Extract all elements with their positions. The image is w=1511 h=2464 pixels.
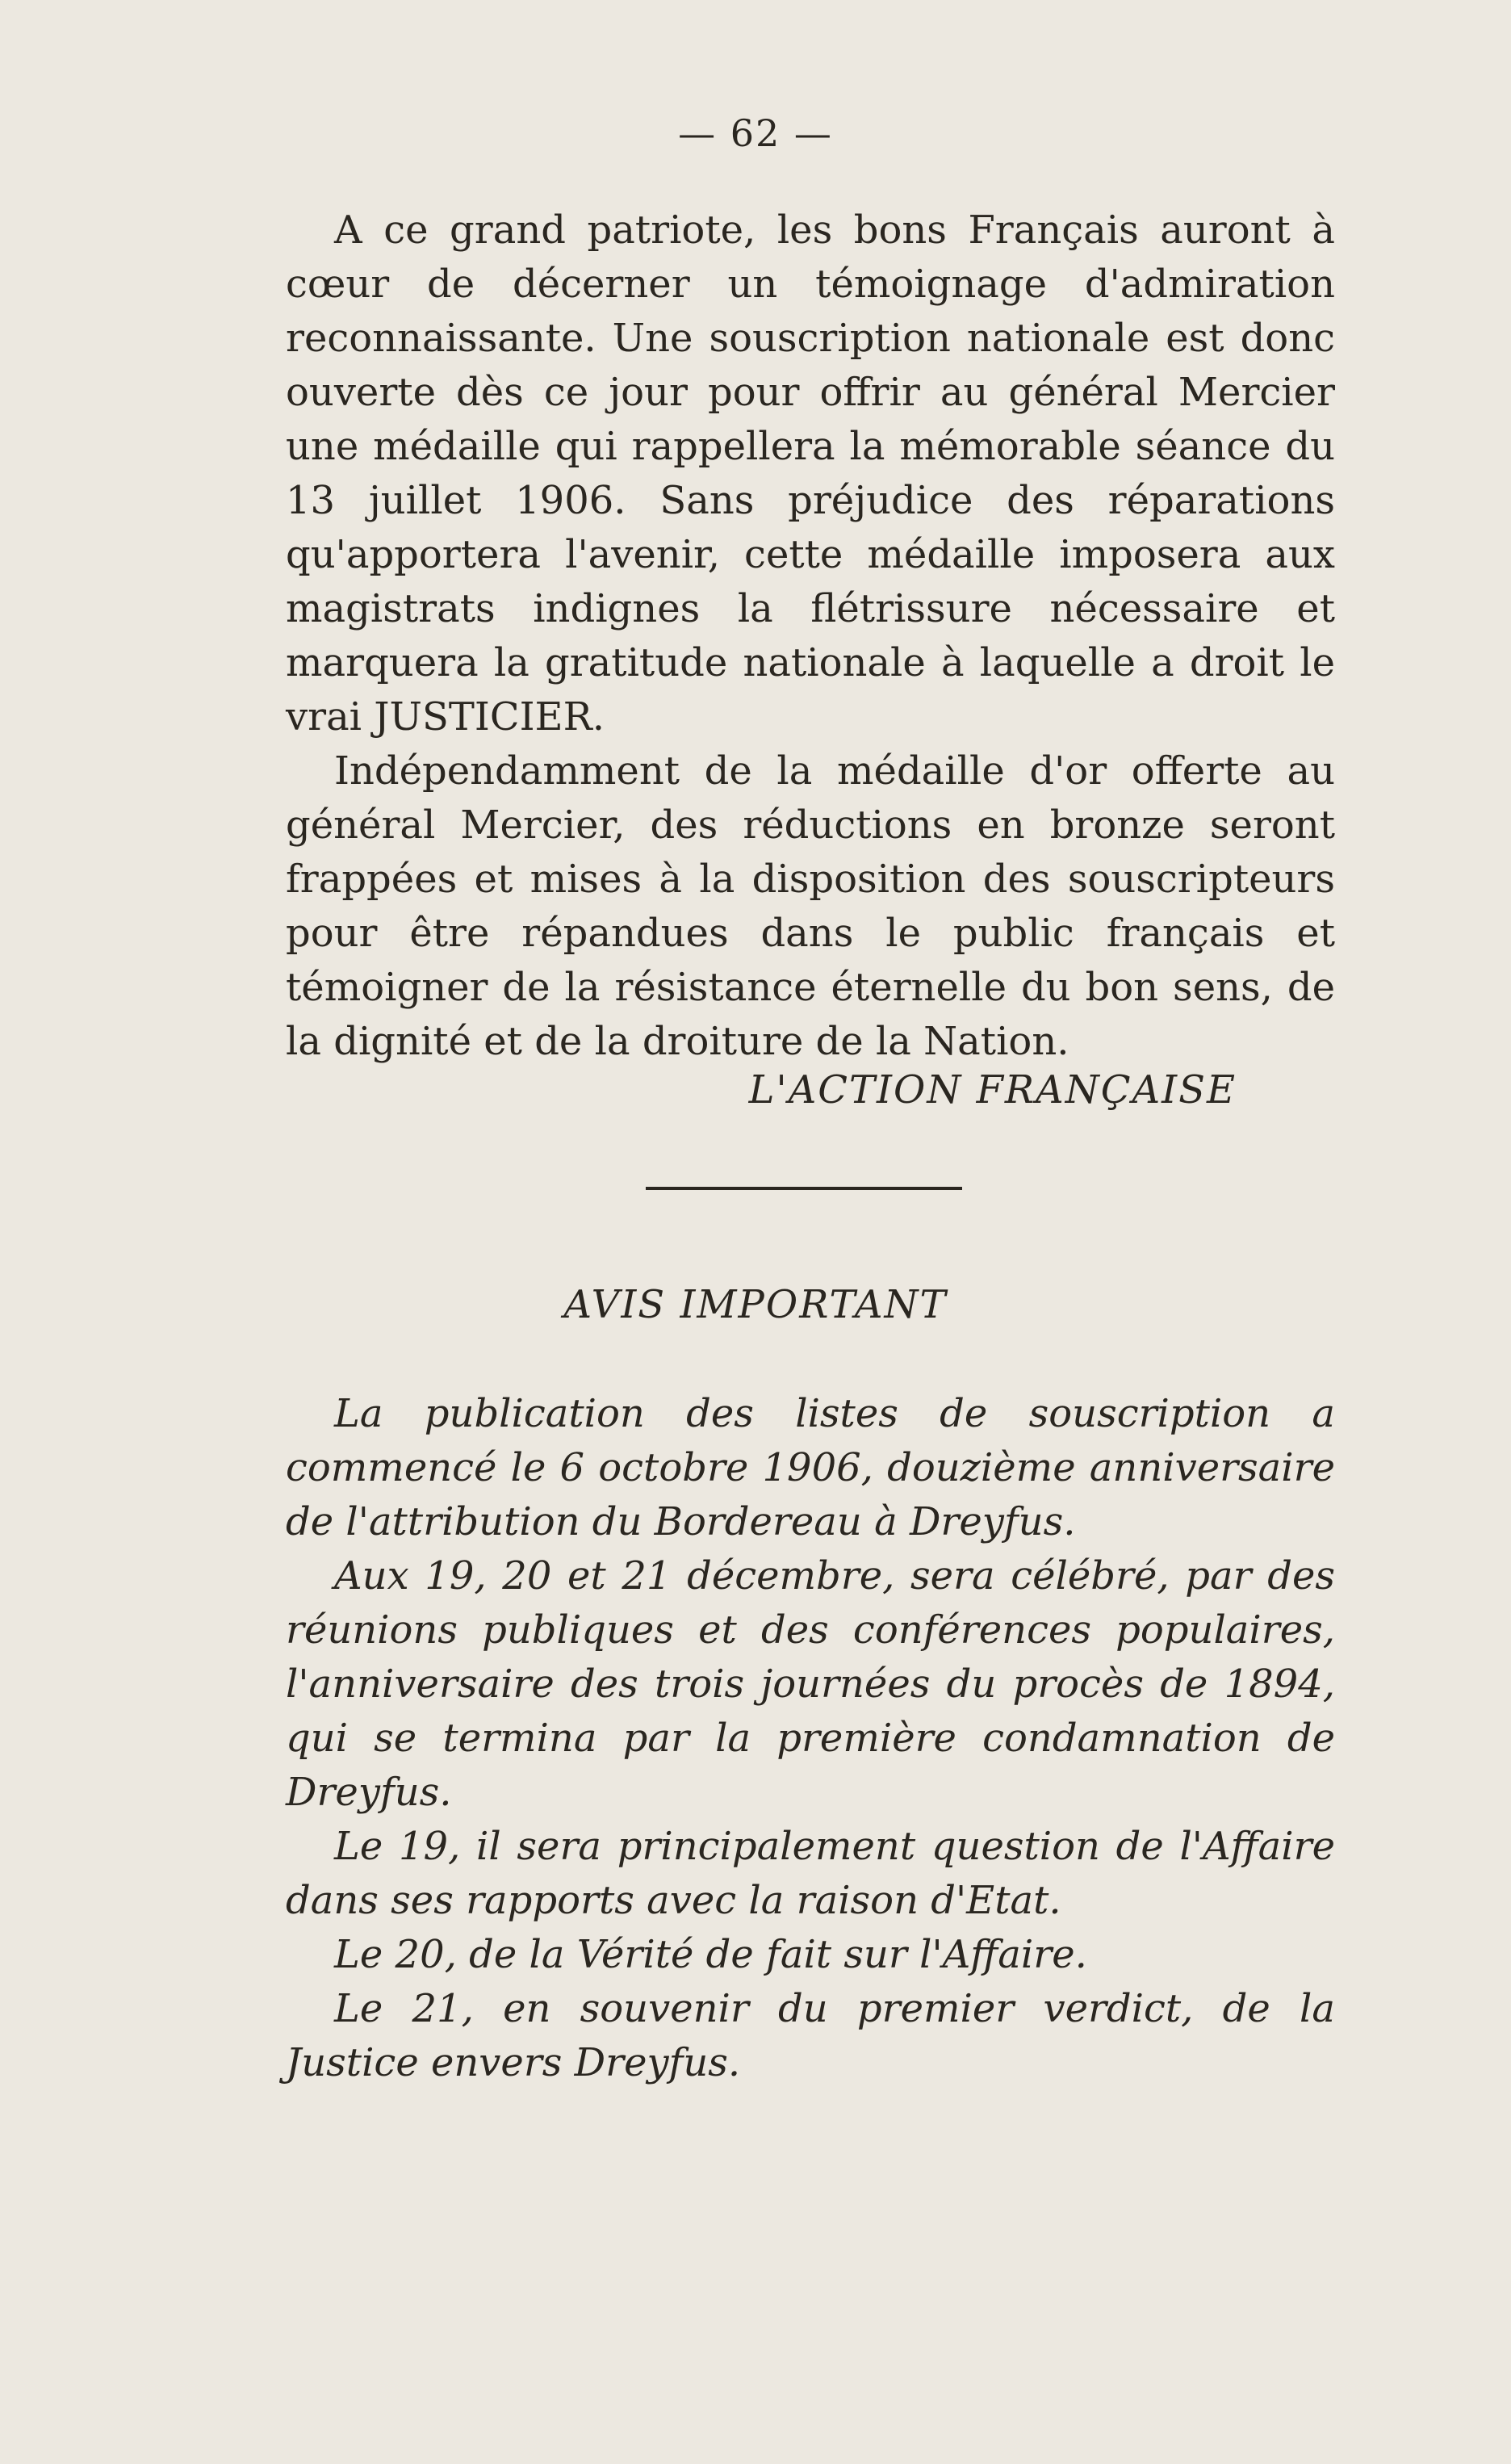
notice-paragraph: Le 21, en souvenir du premier verdict, de la Justice envers Dreyfus. xyxy=(286,1986,1335,2085)
section-divider xyxy=(646,1187,962,1190)
article-text xyxy=(286,203,1335,1069)
notice-paragraph: Le 19, il sera principalement question de l'Affaire dans ses rapports avec la raison d'Etat. xyxy=(286,1824,1335,1923)
notice-paragraph: Le 20, de la Vérité de fait sur l'Affaire. xyxy=(334,1932,1087,1977)
page-number: — 62 — xyxy=(678,111,833,155)
article-signature: L'ACTION FRANÇAISE xyxy=(748,1067,1237,1113)
notice-paragraph: Aux 19, 20 et 21 décembre, sera célébré, par des réunions publiques et des conférences populaires, l'anniversaire des trois journées du procès de 1894, qui se termina par la première condamnation de Dreyfus. xyxy=(286,1553,1335,1815)
notice-text xyxy=(286,1387,1335,2090)
article-paragraph: Indépendamment de la médaille d'or offerte au général Mercier, des réductions en bronze seront frappées et mises à la disposition des souscripteurs pour être répandues dans le public français et témoigner de la résistance éternelle du bon sens, de la dignité et de la droiture de la Nation. xyxy=(286,748,1335,1064)
notice-heading: AVIS IMPORTANT xyxy=(563,1282,948,1327)
notice-paragraph: La publication des listes de souscription a commencé le 6 octobre 1906, douzième anniversaire de l'attribution du Bordereau à Dreyfus. xyxy=(286,1391,1335,1544)
article-paragraph: A ce grand patriote, les bons Français auront à cœur de décerner un témoignage d'admiration reconnaissante. Une souscription nationale est donc ouverte dès ce jour pour offrir au général Mercier une médaille qui rappellera la mémorable séance du 13 juillet 1906. Sans préjudice des réparations qu'apportera l'avenir, cette médaille imposera aux magistrats indignes la flétrissure nécessaire et marquera la gratitude nationale à laquelle a droit le vrai JUSTICIER. xyxy=(286,207,1335,740)
